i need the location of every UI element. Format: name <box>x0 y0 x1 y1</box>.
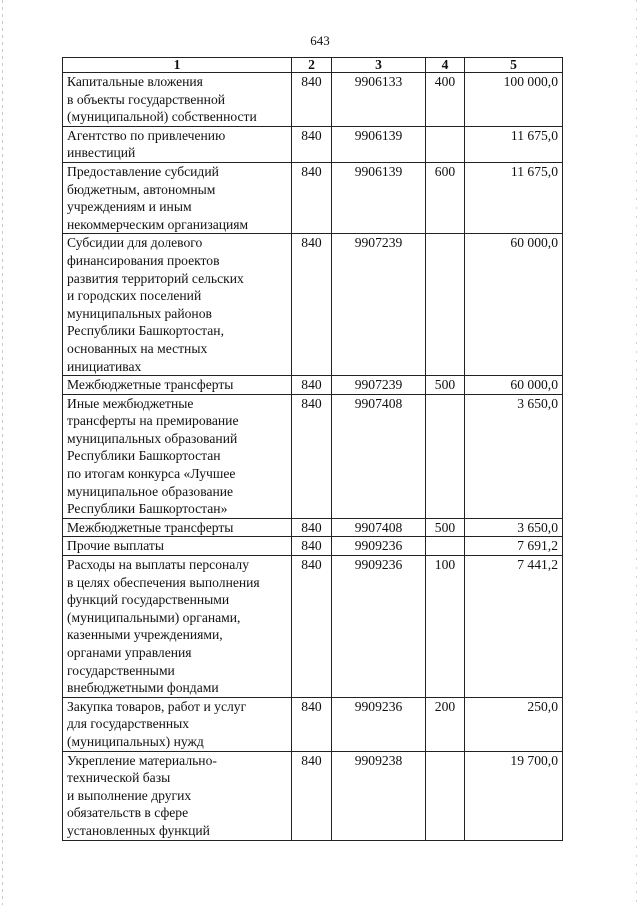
row-name-line: основанных на местных <box>67 340 208 356</box>
row-col3-cell: 9906139 <box>332 126 426 162</box>
header-col-3: 3 <box>332 58 426 73</box>
row-col3-cell: 9906139 <box>332 162 426 233</box>
row-col4-cell: 500 <box>426 518 465 537</box>
row-col2-cell: 840 <box>292 394 332 518</box>
row-col3-cell: 9907239 <box>332 234 426 376</box>
row-col2-cell: 840 <box>292 73 332 127</box>
row-name-line: Расходы на выплаты персоналу <box>67 557 249 573</box>
row-name-line: обязательств в сфере <box>67 805 189 821</box>
table-row <box>63 126 563 162</box>
table-row <box>63 518 563 537</box>
header-col-1: 1 <box>63 58 292 73</box>
row-name-line: функций государственными <box>67 592 230 608</box>
row-name-line: Агентство по привлечению <box>67 127 226 143</box>
row-name-line: для государственных <box>67 716 190 732</box>
row-col2-cell: 840 <box>292 518 332 537</box>
table-row <box>63 394 563 518</box>
row-col2-cell: 840 <box>292 556 332 698</box>
row-col5-cell: 3 650,0 <box>465 394 563 518</box>
table-row <box>63 751 563 840</box>
row-col5-cell: 60 000,0 <box>465 376 563 395</box>
row-col4-cell: 400 <box>426 73 465 127</box>
row-col2-cell: 840 <box>292 751 332 840</box>
row-name-line: Иные межбюджетные <box>67 395 194 411</box>
table-row <box>63 376 563 395</box>
row-col2-cell: 840 <box>292 126 332 162</box>
row-col4-cell: 500 <box>426 376 465 395</box>
row-col3-cell: 9906133 <box>332 73 426 127</box>
row-name-cell <box>63 162 292 233</box>
table-row <box>63 537 563 556</box>
header-col-4: 4 <box>426 58 465 73</box>
row-col4-cell <box>426 537 465 556</box>
row-name-line: развития территорий сельских <box>67 270 244 286</box>
row-name-line: (муниципальными) органами, <box>67 609 241 625</box>
row-col5-cell: 7 691,2 <box>465 537 563 556</box>
row-col3-cell: 9909236 <box>332 697 426 751</box>
row-col3-cell: 9909236 <box>332 556 426 698</box>
row-col4-cell: 100 <box>426 556 465 698</box>
row-name-cell <box>63 537 292 556</box>
row-col5-cell: 250,0 <box>465 697 563 751</box>
row-name-line: Межбюджетные трансферты <box>67 377 234 393</box>
table-row <box>63 697 563 751</box>
row-name-line: Республики Башкортостан <box>67 448 221 464</box>
row-name-cell <box>63 376 292 395</box>
row-col5-cell: 7 441,2 <box>465 556 563 698</box>
row-col2-cell: 840 <box>292 376 332 395</box>
row-col5-cell: 100 000,0 <box>465 73 563 127</box>
row-col2-cell: 840 <box>292 697 332 751</box>
row-name-cell <box>63 73 292 127</box>
row-col4-cell <box>426 751 465 840</box>
table-row <box>63 556 563 698</box>
row-col4-cell: 600 <box>426 162 465 233</box>
row-name-line: (муниципальных) нужд <box>67 733 204 749</box>
row-name-line: муниципальных образований <box>67 430 238 446</box>
row-name-line: инициативах <box>67 358 142 374</box>
row-name-line: внебюджетными фондами <box>67 680 219 696</box>
row-name-line: и городских поселений <box>67 288 202 304</box>
budget-table <box>62 57 563 841</box>
row-col4-cell <box>426 126 465 162</box>
table-row <box>63 73 563 127</box>
row-name-line: в целях обеспечения выполнения <box>67 574 260 590</box>
row-name-line: учреждениям и иным <box>67 199 192 215</box>
row-name-line: Прочие выплаты <box>67 538 164 554</box>
row-name-line: в объекты государственной <box>67 91 226 107</box>
row-col3-cell: 9907408 <box>332 518 426 537</box>
table-row <box>63 234 563 376</box>
row-col3-cell: 9909238 <box>332 751 426 840</box>
row-name-cell <box>63 518 292 537</box>
page-number: 643 <box>310 33 330 48</box>
row-col4-cell <box>426 394 465 518</box>
row-name-line: государственными <box>67 662 175 678</box>
row-name-line: Закупка товаров, работ и услуг <box>67 698 247 714</box>
row-name-line: некоммерческим организациям <box>67 216 249 232</box>
row-name-line: Межбюджетные трансферты <box>67 519 234 535</box>
table-row <box>63 162 563 233</box>
table-body <box>63 73 563 841</box>
row-col5-cell: 11 675,0 <box>465 162 563 233</box>
row-name-cell <box>63 697 292 751</box>
row-name-line: бюджетным, автономным <box>67 181 216 197</box>
row-col5-cell: 19 700,0 <box>465 751 563 840</box>
row-name-line: (муниципальной) собственности <box>67 109 257 125</box>
row-name-line: Республики Башкортостан» <box>67 501 228 517</box>
header-col-5: 5 <box>465 58 563 73</box>
row-col2-cell: 840 <box>292 234 332 376</box>
header-col-2: 2 <box>292 58 332 73</box>
row-col3-cell: 9907408 <box>332 394 426 518</box>
scan-edge-left <box>2 0 3 905</box>
row-col5-cell: 60 000,0 <box>465 234 563 376</box>
row-name-cell <box>63 751 292 840</box>
row-name-cell <box>63 126 292 162</box>
row-col3-cell: 9907239 <box>332 376 426 395</box>
row-col3-cell: 9909236 <box>332 537 426 556</box>
row-name-cell <box>63 234 292 376</box>
row-col2-cell: 840 <box>292 162 332 233</box>
row-name-line: и выполнение других <box>67 787 192 803</box>
row-col5-cell: 11 675,0 <box>465 126 563 162</box>
row-name-line: муниципальное образование <box>67 483 234 499</box>
row-name-line: органами управления <box>67 645 192 660</box>
row-name-line: трансферты на премирование <box>67 413 239 429</box>
row-name-line: Субсидии для долевого <box>67 235 203 251</box>
row-name-line: Республики Башкортостан, <box>67 323 224 339</box>
row-col4-cell: 200 <box>426 697 465 751</box>
row-name-line: казенными учреждениями, <box>67 627 223 643</box>
row-name-line: Укрепление материально- <box>67 752 217 768</box>
row-name-line: технической базы <box>67 770 171 786</box>
row-name-cell <box>63 556 292 698</box>
row-name-line: муниципальных районов <box>67 305 212 321</box>
row-name-line: по итогам конкурса «Лучшее <box>67 466 236 482</box>
row-col4-cell <box>426 234 465 376</box>
row-name-line: Капитальные вложения <box>67 74 203 89</box>
row-col5-cell: 3 650,0 <box>465 518 563 537</box>
row-name-cell <box>63 394 292 518</box>
row-name-line: финансирования проектов <box>67 252 220 268</box>
row-name-line: установленных функций <box>67 822 210 838</box>
scan-edge-right <box>636 0 637 905</box>
row-col2-cell: 840 <box>292 537 332 556</box>
row-name-line: инвестиций <box>67 145 136 161</box>
table-header-row <box>63 58 563 73</box>
row-name-line: Предоставление субсидий <box>67 163 219 179</box>
